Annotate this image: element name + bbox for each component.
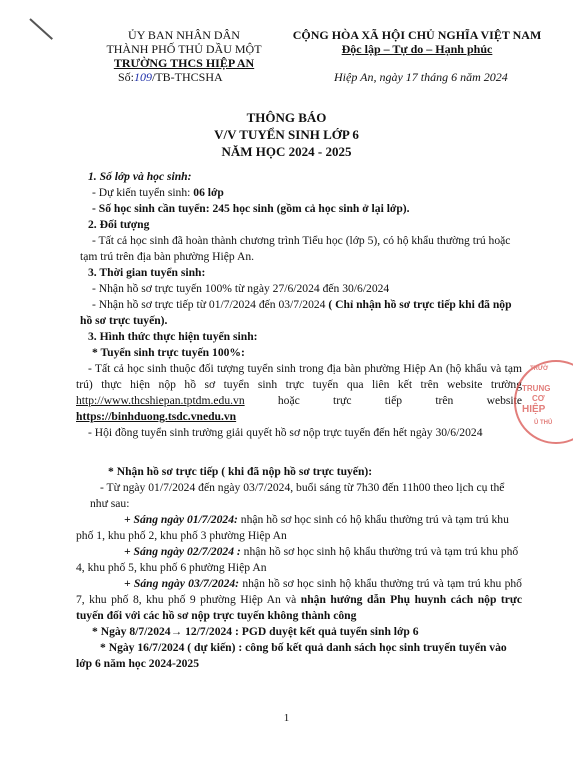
title-line-1: THÔNG BÁO [246, 110, 327, 125]
day-3-note: nhận hướng dẫn Phụ huynh cách nộp trực tuyến đối với các hồ sơ nộp trực tuyến không thành công [76, 593, 522, 622]
header-authority: ỦY BAN NHÂN DÂN [128, 28, 240, 42]
stamp-text-2: TRUNG [522, 384, 551, 393]
section-2-title: 2. Đối tượng [88, 218, 150, 231]
school-stamp [514, 360, 573, 444]
direct-title: * Nhận hồ sơ trực tiếp ( khi đã nộp hồ sơ trực tuyến): [108, 465, 373, 478]
stamp-text-4: HIỆP [522, 404, 546, 415]
corner-mark [29, 18, 53, 40]
day-3-schedule [76, 576, 522, 624]
doc-no-prefix: Số: [118, 70, 135, 84]
classes-value: 06 lớp [193, 186, 224, 199]
direct-intro: - Từ ngày 01/7/2024 đến ngày 03/7/2024, buổi sáng từ 7h30 đến 11h00 theo lịch cụ thể như sau: [90, 481, 505, 510]
section-4-title: 3. Hình thức thực hiện tuyển sinh: [88, 330, 258, 343]
online-title: * Tuyển sinh trực tuyến 100%: [92, 346, 245, 359]
title-line-2: V/V TUYỂN SINH LỚP 6 [214, 127, 359, 142]
direct-note: ( Chỉ nhận hồ sơ trực tiếp khi đã nộp hồ sơ trực tuyến). [80, 298, 512, 327]
direct-dates: - Nhận hồ sơ trực tiếp từ 01/7/2024 đến 03/7/2024 [92, 298, 329, 311]
stamp-text-5: Ủ THỦ [534, 420, 553, 426]
section-1-students: - Số học sinh cần tuyển: 245 học sinh (gồm cả học sinh ở lại lớp). [92, 202, 410, 215]
online-deadline: - Hội đồng tuyển sinh trường giải quyết hồ sơ nộp trực tuyến đến hết ngày 30/6/2024 [88, 426, 483, 439]
document-date: Hiệp An, ngày 17 tháng 6 năm 2024 [334, 70, 508, 84]
classes-label: - Dự kiến tuyển sinh: [92, 186, 194, 199]
day-1-label: + Sáng ngày 01/7/2024: [124, 513, 238, 526]
doc-no-suffix: /TB-THCSHA [152, 70, 223, 84]
day-2-text: nhận hồ sơ học sinh hộ khẩu thường trú và tạm trú khu phố 4, khu phố 5, khu phố 6 phường Hiệp An [76, 545, 519, 574]
day-1-text: nhận hồ sơ học sinh có hộ khẩu thường trú và tạm trú khu phố 1, khu phố 2, khu phố 3 phường Hiệp An [76, 513, 509, 542]
day-1-schedule [76, 512, 522, 544]
section-2-text: - Tất cả học sinh đã hoàn thành chương trình Tiểu học (lớp 5), có hộ khẩu thường trú hoặc tạm trú trên địa bàn phường Hiệp An. [80, 234, 511, 263]
header-school: TRƯỜNG THCS HIỆP AN [113, 56, 255, 70]
document-number [118, 70, 223, 84]
day-2-schedule [76, 544, 522, 576]
doc-no-handwritten: 109 [134, 70, 153, 84]
header-left [84, 28, 284, 70]
page-number: 1 [283, 712, 290, 724]
day-2-label: + Sáng ngày 02/7/2024 : [124, 545, 241, 558]
section-1-title: 1. Số lớp và học sinh: [88, 170, 192, 183]
section-3-direct [80, 297, 520, 329]
title-line-3: NĂM HỌC 2024 - 2025 [221, 144, 352, 159]
stamp-text-3: CƠ [532, 394, 545, 403]
province-website-link[interactable]: https://binhduong.tsdc.vnedu.vn [76, 410, 237, 423]
section-1-classes [92, 185, 224, 201]
nation-name: CỘNG HÒA XÃ HỘI CHỦ NGHĨA VIỆT NAM [292, 28, 542, 42]
section-3-title: 3. Thời gian tuyển sinh: [88, 266, 206, 279]
announcement-date: * Ngày 16/7/2024 ( dự kiến) : công bố kết quả danh sách học sinh truyến tuyển vào lớp 6 năm học 2024-2025 [76, 641, 507, 670]
online-text: - Tất cả học sinh thuộc đối tượng tuyển sinh trong địa bàn phường Hiệp An (hộ khẩu và tạm trú) thực hiện nộp hồ sơ tuyển sinh trực tuyến qua liên kết trên website trường [76, 362, 522, 391]
header-right [286, 28, 548, 56]
stamp-text-1: TRƯỜ [530, 366, 549, 372]
nation-motto: Độc lập – Tự do – Hạnh phúc [341, 42, 493, 56]
section-3-online: - Nhận hồ sơ trực tuyến 100% từ ngày 27/6/2024 đến 30/6/2024 [92, 282, 390, 295]
day-3-label: + Sáng ngày 03/7/2024: [124, 577, 240, 590]
header-city: THÀNH PHỐ THỦ DẦU MỘT [106, 42, 262, 56]
online-paragraph [76, 361, 522, 425]
document-title [0, 109, 573, 160]
online-text-mid: hoặc trực tiếp trên website [244, 394, 522, 407]
day-3-text: nhận hồ sơ học sinh hộ khẩu thường trú và tạm trú khu phố 7, khu phố 8, khu phố 9 phường Hiệp An và [76, 577, 522, 606]
approval-date: * Ngày 8/7/2024→ 12/7/2024 : PGD duyệt kết quả tuyển sinh lớp 6 [92, 625, 419, 638]
school-website-link[interactable]: http://www.thcshiepan.tptdm.edu.vn [76, 394, 245, 407]
